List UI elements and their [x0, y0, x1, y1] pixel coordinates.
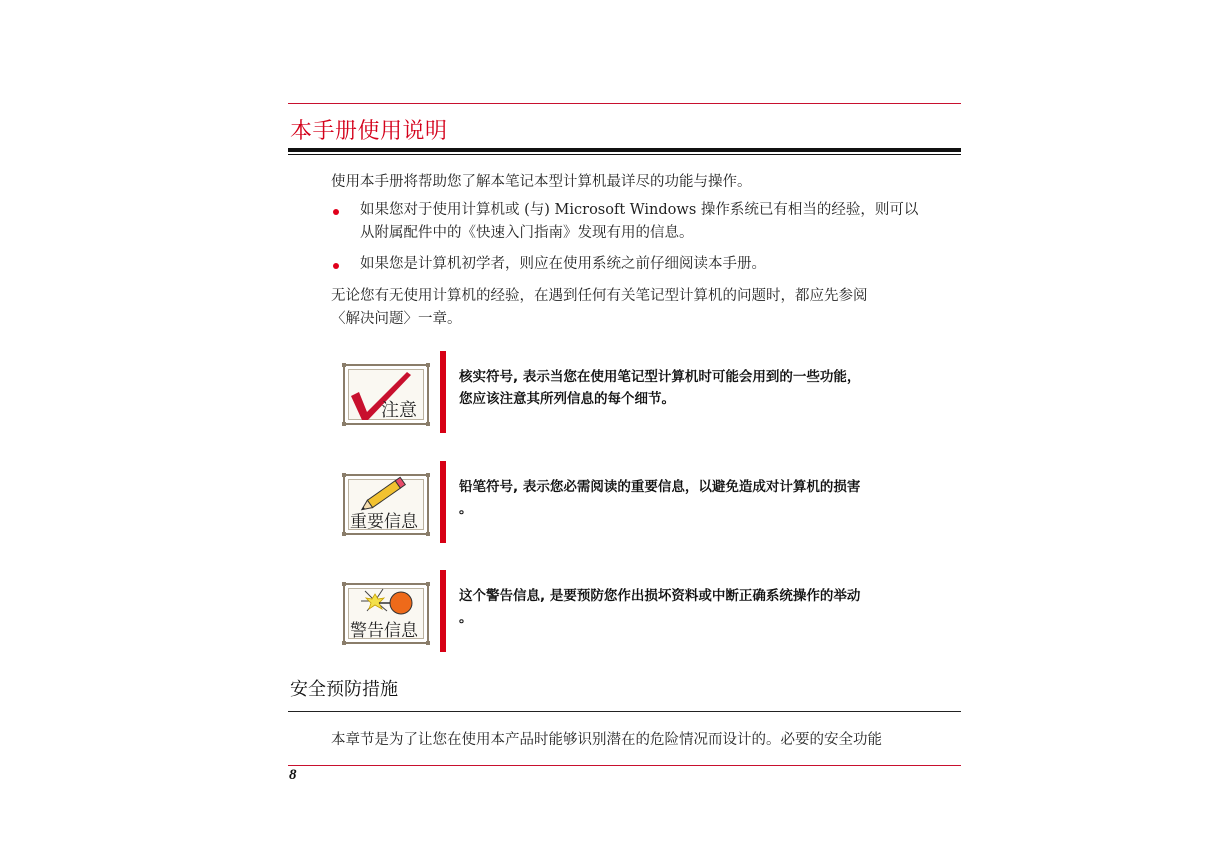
closing-line2: 〈解决问题〉一章。 — [331, 311, 462, 327]
intro-paragraph: 使用本手册将帮助您了解本笔记本型计算机最详尽的功能与操作。 — [331, 174, 752, 190]
note-1-line2: 您应该注意其所列信息的每个细节。 — [459, 391, 675, 407]
bullet-item-1 — [360, 199, 965, 245]
note-red-bar — [440, 461, 446, 543]
footer-rule — [288, 765, 961, 766]
note-text-3 — [459, 585, 959, 629]
header-rule — [288, 103, 961, 104]
note-text-2 — [459, 476, 959, 520]
note-red-bar — [440, 351, 446, 433]
note-3-line2: 。 — [459, 610, 473, 626]
title-rule-thick — [288, 148, 961, 152]
note-2-line1: 铅笔符号, 表示您必需阅读的重要信息，以避免造成对计算机的损害 — [459, 479, 861, 495]
note-label: 警告信息 — [350, 621, 418, 641]
note-label: 重要信息 — [350, 512, 418, 532]
bullet-dot — [333, 209, 339, 215]
note-red-bar — [440, 570, 446, 652]
note-text-1 — [459, 366, 959, 410]
title-rule-thin — [288, 154, 961, 155]
bomb-icon — [343, 583, 429, 644]
note-3-line1: 这个警告信息, 是要预防您作出损坏资料或中断正确系统操作的举动 — [459, 588, 861, 604]
bullet-item-1-line2: 从附属配件中的《快速入门指南》发现有用的信息。 — [360, 225, 694, 241]
bullet-item-1-line1: 如果您对于使用计算机或 (与) Microsoft Windows 操作系统已有相当的经验，则可以 — [360, 202, 919, 218]
note-1-line1: 核实符号, 表示当您在使用笔记型计算机时可能会用到的一些功能， — [459, 369, 861, 385]
bullet-dot — [333, 263, 339, 269]
page-title: 本手册使用说明 — [290, 119, 448, 144]
section-body: 本章节是为了让您在使用本产品时能够识别潜在的危险情况而设计的。必要的安全功能 — [331, 732, 882, 748]
bullet-item-2 — [360, 253, 965, 276]
closing-line1: 无论您有无使用计算机的经验，在遇到任何有关笔记型计算机的问题时，都应先参阅 — [331, 288, 868, 304]
closing-paragraph — [331, 285, 961, 331]
checkmark-icon — [343, 364, 429, 425]
bullet-item-2-line1: 如果您是计算机初学者，则应在使用系统之前仔细阅读本手册。 — [360, 256, 766, 272]
page-number: 8 — [289, 767, 297, 783]
note-label: 注意 — [381, 400, 417, 421]
section-rule — [288, 711, 961, 712]
pencil-icon — [343, 474, 429, 535]
note-2-line2: 。 — [459, 501, 473, 517]
section-title: 安全预防措施 — [290, 679, 398, 700]
